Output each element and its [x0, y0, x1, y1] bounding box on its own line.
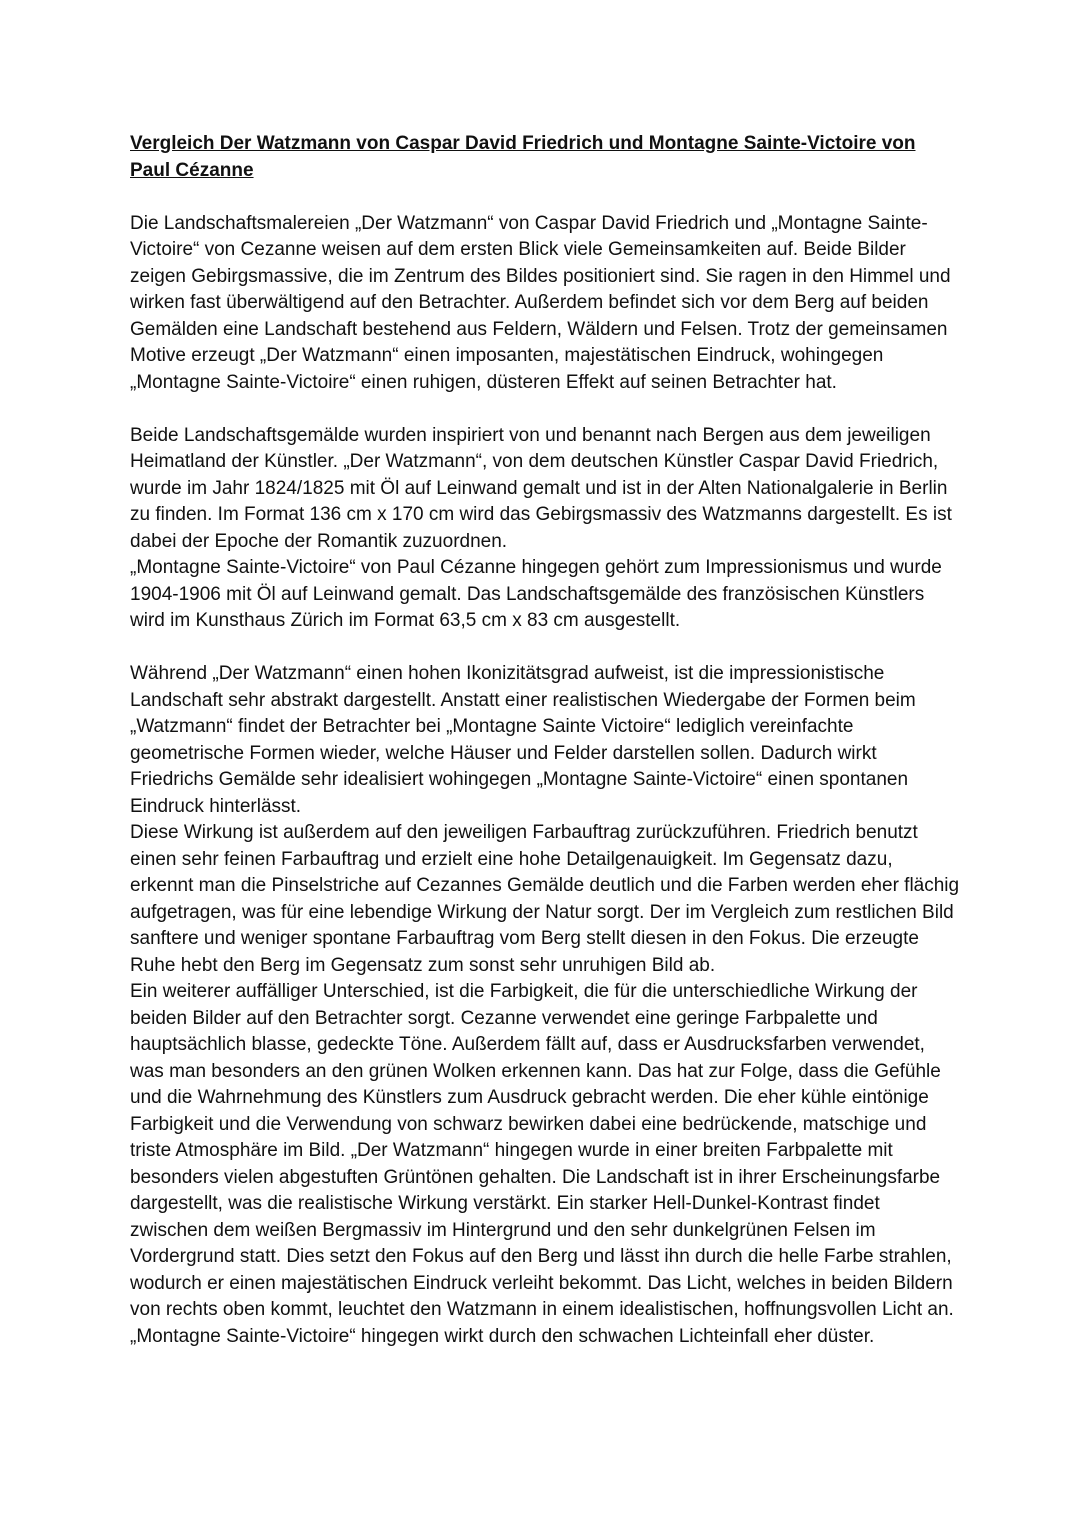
- paragraph-abstraction: Während „Der Watzmann“ einen hohen Ikonizitätsgrad aufweist, ist die impressionistische Landschaft sehr abstrakt dargestellt. Anstatt einer realistischen Wiedergabe der Formen beim „Watzmann“ findet der Betrachter bei „Montagne Sainte Victoire“ lediglich vereinfachte geometrische Formen wieder, welche Häuser und Felder darstellen sollen. Dadurch wirkt Friedrichs Gemälde sehr idealisiert wohingegen „Montagne Sainte-Victoire“ einen spontanen Eindruck hinterlässt.: [130, 663, 916, 817]
- document-title: Vergleich Der Watzmann von Caspar David Friedrich und Montagne Sainte-Victoire von Paul Cézanne: [130, 133, 916, 181]
- paragraph-brushwork: Diese Wirkung ist außerdem auf den jeweiligen Farbauftrag zurückzuführen. Friedrich benutzt einen sehr feinen Farbauftrag und erzielt eine hohe Detailgenauigkeit. Im Gegensatz dazu, erkennt man die Pinselstriche auf Cezannes Gemälde deutlich und die Farben werden eher flächig aufgetragen, was für eine lebendige Wirkung der Natur sorgt. Der im Vergleich zum restlichen Bild sanftere und weniger spontane Farbauftrag vom Berg stellt diesen in den Fokus. Die erzeugte Ruhe hebt den Berg im Gegensatz zum sonst sehr unruhigen Bild ab.: [130, 822, 960, 976]
- paragraph-introduction: Die Landschaftsmalereien „Der Watzmann“ von Caspar David Friedrich und „Montagne Sainte-Victoire“ von Cezanne weisen auf dem ersten Blick viele Gemeinsamkeiten auf. Beide Bilder zeigen Gebirgsmassive, die im Zentrum des Bildes positioniert sind. Sie ragen in den Himmel und wirken fast überwältigend auf den Betrachter. Außerdem befindet sich vor dem Berg auf beiden Gemälden eine Landschaft bestehend aus Feldern, Wäldern und Felsen. Trotz der gemeinsamen Motive erzeugt „Der Watzmann“ einen imposanten, majestätischen Eindruck, wohingegen „Montagne Sainte-Victoire“ einen ruhigen, düsteren Effekt auf seinen Betrachter hat.: [130, 212, 951, 393]
- paragraph-background-watzmann: Beide Landschaftsgemälde wurden inspiriert von und benannt nach Bergen aus dem jeweiligen Heimatland der Künstler. „Der Watzmann“, von dem deutschen Künstler Caspar David Friedrich, wurde im Jahr 1824/1825 mit Öl auf Leinwand gemalt und ist in der Alten Nationalgalerie in Berlin zu finden. Im Format 136 cm x 170 cm wird das Gebirgsmassiv des Watzmanns dargestellt. Es ist dabei der Epoche der Romantik zuzuordnen.: [130, 424, 952, 552]
- paragraph-color: Ein weiterer auffälliger Unterschied, ist die Farbigkeit, die für die unterschiedliche Wirkung der beiden Bilder auf den Betrachter sorgt. Cezanne verwendet eine geringe Farbpalette und hauptsächlich blasse, gedeckte Töne. Außerdem fällt auf, dass er Ausdrucksfarben verwendet, was man besonders an den grünen Wolken erkennen kann. Das hat zur Folge, dass die Gefühle und die Wahrnehmung des Künstlers zum Ausdruck gebracht werden. Die eher kühle eintönige Farbigkeit und die Verwendung von schwarz bewirken dabei eine bedrückende, matschige und triste Atmosphäre im Bild. „Der Watzmann“ hingegen wurde in einer breiten Farbpalette mit besonders vielen abgestuften Grüntönen gehalten. Die Landschaft ist in ihrer Erscheinungsfarbe dargestellt, was die realistische Wirkung verstärkt. Ein starker Hell-Dunkel-Kontrast findet zwischen dem weißen Bergmassiv im Hintergrund und den sehr dunkelgrünen Felsen im Vordergrund statt. Dies setzt den Fokus auf den Berg und lässt ihn durch die helle Farbe strahlen, wodurch er einen majestätischen Eindruck verleiht bekommt. Das Licht, welches in beiden Bildern von rechts oben kommt, leuchtet den Watzmann in einem idealistischen, hoffnungsvollen Licht an. „Montagne Sainte-Victoire“ hingegen wirkt durch den schwachen Lichteinfall eher düster.: [130, 981, 954, 1347]
- document-page: [130, 131, 960, 1350]
- paragraph-background-sainte-victoire: „Montagne Sainte-Victoire“ von Paul Cézanne hingegen gehört zum Impressionismus und wurde 1904-1906 mit Öl auf Leinwand gemalt. Das Landschaftsgemälde des französischen Künstlers wird im Kunsthaus Zürich im Format 63,5 cm x 83 cm ausgestellt.: [130, 557, 942, 631]
